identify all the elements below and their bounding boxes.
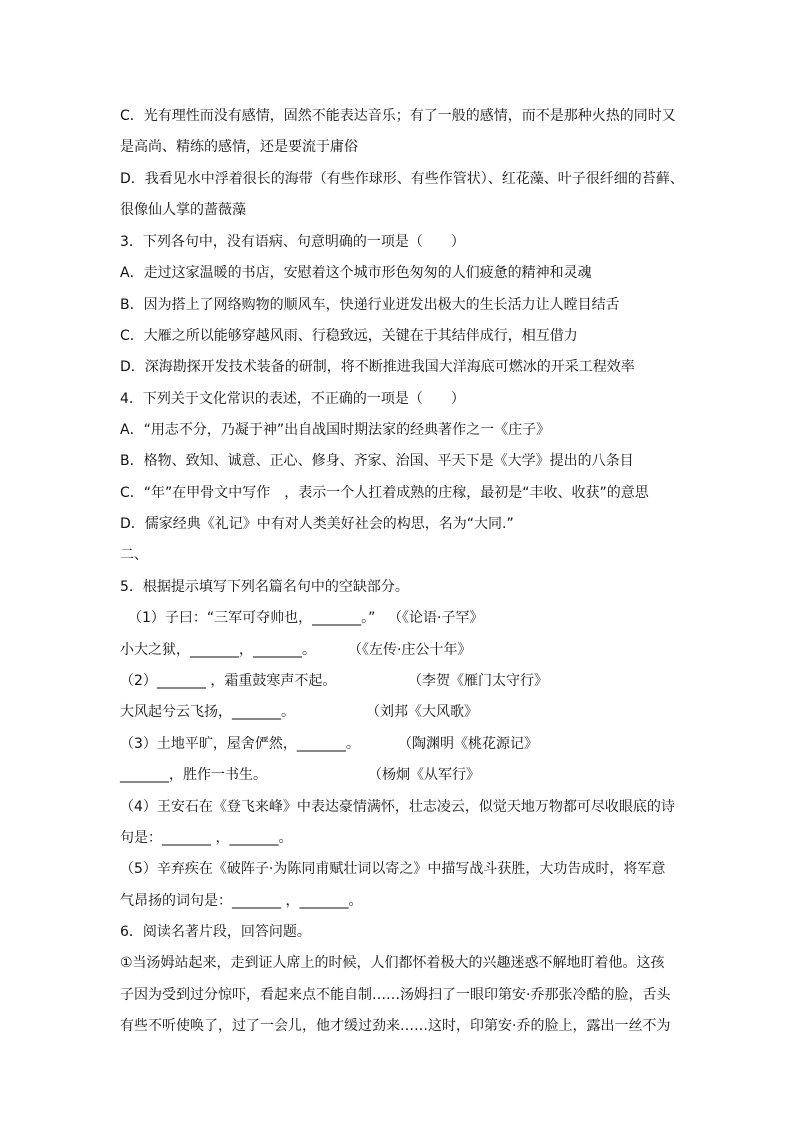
passage-line-3: 有些不听使唤了，过了一会儿，他才缓过劲来……这时，印第安·乔的脸上，露出一丝不为 — [120, 1018, 671, 1034]
option-c-line-1: C．光有理性而没有感情，固然不能表达音乐；有了一般的感情，而不是那种火热的同时又 — [120, 108, 676, 124]
option-d-line-1: D．我看见水中浮着很长的海带（有些作球形、有些作管状）、红花藻、叶子很纤细的苔藓、 — [120, 171, 684, 187]
q5-source-2: （《左传·庄公十年》 — [348, 642, 472, 658]
q5-item-5-line-2: 气昂扬的词句是：_______ ，_______。 — [120, 893, 363, 909]
question-4-stem: 4．下列关于文化常识的表述，不正确的一项是（ ） — [120, 391, 465, 407]
q5-source-1: （《论语·子罕》 — [388, 610, 484, 626]
q5-item-4-line-1: （4）王安石在《登飞来峰》中表达豪情满怀，壮志凌云，似觉天地万物都可尽收眼底的诗 — [120, 799, 675, 815]
question-3-stem: 3．下列各句中，没有语病、句意明确的一项是（ ） — [120, 234, 465, 250]
question-4-option-c: C．“年”在甲骨文中写作 ，表示一个人扛着成熟的庄稼，最初是“丰收、收获”的意思 — [120, 485, 649, 501]
question-5-stem: 5．根据提示填写下列名篇名句中的空缺部分。 — [120, 579, 409, 595]
q5-source-4: （刘邦《大风歌》 — [366, 704, 478, 720]
q5-source-6: （杨炯《从军行》 — [368, 767, 480, 783]
q5-item-5-line-1: （5）辛弃疾在《破阵子·为陈同甫赋壮词以寄之》中描写战斗获胜，大功告成时，将军意 — [120, 861, 666, 877]
option-c-line-2: 是高尚、精练的感情，还是要流于庸俗 — [120, 139, 358, 155]
q5-source-3: （李贺《雁门太守行》 — [408, 673, 548, 689]
q5-item-4-line-2: 句是：_______ ，_______。 — [120, 830, 293, 846]
question-4-option-b: B．格物、致知、诚意、正心、修身、齐家、治国、平天下是《大学》提出的八条目 — [120, 453, 634, 469]
question-3-option-b: B．因为搭上了网络购物的顺风车，快递行业迸发出极大的生长活力让人瞠目结舌 — [120, 297, 620, 313]
q5-item-2-line-2: 大风起兮云飞扬，_______。 — [120, 704, 295, 720]
option-d-line-2: 很像仙人掌的蔷薇藻 — [120, 202, 246, 218]
section-heading: 二、 — [120, 547, 148, 563]
passage-line-1: ①当汤姆站起来，走到证人席上的时候，人们都怀着极大的兴趣迷惑不解地盯着他。这孩 — [120, 955, 665, 971]
question-3-option-d: D．深海勘探开发技术装备的研制，将不断推进我国大洋海底可燃冰的开采工程效率 — [120, 359, 635, 375]
q5-item-3-line-1: （3）土地平旷，屋舍俨然，_______。 — [120, 736, 360, 752]
question-3-option-c: C．大雁之所以能够穿越风雨、行稳致远，关键在于其结伴成行，相互借力 — [120, 328, 578, 344]
q5-item-1-line-1: （1）子曰：“三军可夺帅也，_______。” — [128, 610, 376, 626]
passage-line-2: 子因为受到过分惊吓，看起来点不能自制……汤姆扫了一眼印第安·乔那张冷酷的脸，舌头 — [120, 987, 671, 1003]
question-4-option-a: A．“用志不分，乃凝于神”出自战国时期法家的经典著作之一《庄子》 — [120, 422, 551, 438]
question-6-stem: 6．阅读名著片段，回答问题。 — [120, 924, 311, 940]
question-3-option-a: A．走过这家温暖的书店，安慰着这个城市形色匆匆的人们疲惫的精神和灵魂 — [120, 265, 592, 281]
question-4-option-d: D．儒家经典《礼记》中有对人类美好社会的构思，名为“大同.” — [120, 516, 514, 532]
q5-item-2-line-1: （2）_______ ，霜重鼓寒声不起。 — [120, 673, 337, 689]
q5-item-1-line-2: 小大之狱，_______，_______。 — [120, 642, 316, 658]
q5-item-3-line-2: _______，胜作一书生。 — [120, 767, 267, 783]
q5-source-5: （陶渊明《桃花源记》 — [398, 736, 538, 752]
